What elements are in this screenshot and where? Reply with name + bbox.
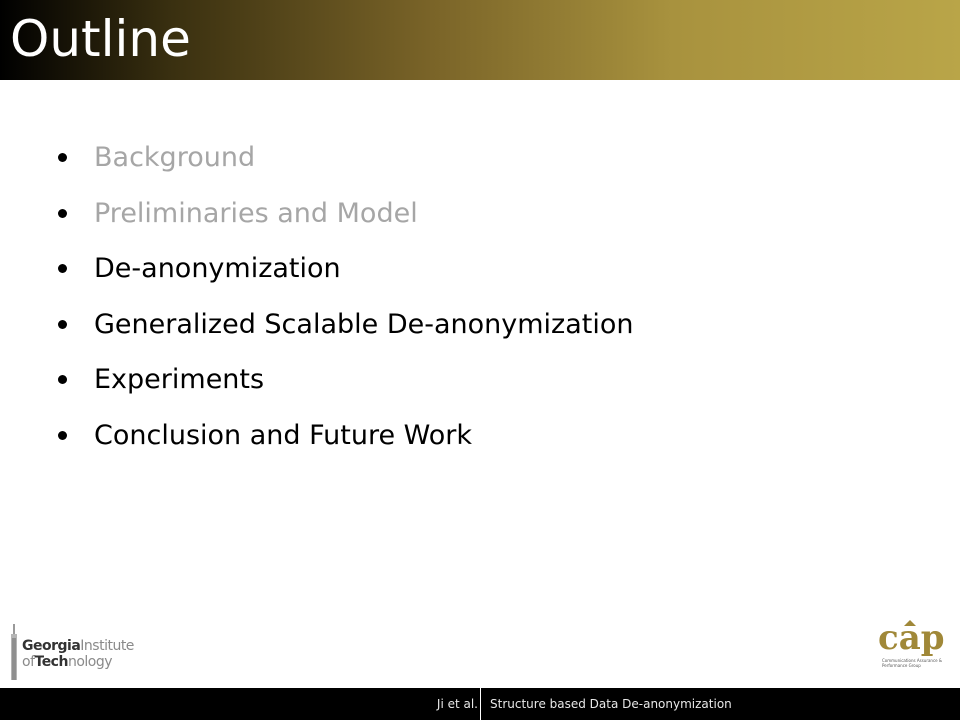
footer-divider: [480, 688, 481, 720]
bullet-icon: [58, 209, 67, 218]
outline-item-label: De-anonymization: [94, 253, 341, 285]
georgia-tech-logo: [8, 624, 158, 680]
cap-tagline: Communications Assurance & Performance Group: [882, 658, 943, 668]
outline-item-preliminaries: [58, 186, 633, 242]
bullet-icon: [58, 375, 67, 384]
slide-title: Outline: [10, 10, 191, 68]
title-bar: [0, 0, 960, 80]
georgia-tech-wordmark-line2: ofTechnology: [22, 654, 113, 670]
outline-item-generalized: [58, 297, 633, 353]
footer-bar: [0, 688, 960, 720]
outline-item-label: Preliminaries and Model: [94, 197, 418, 229]
cap-group-logo: [874, 618, 954, 686]
georgia-tech-wordmark-line1: GeorgiaInstitute: [22, 638, 134, 654]
bullet-icon: [58, 153, 67, 162]
bullet-icon: [58, 431, 67, 440]
bullet-icon: [58, 264, 67, 273]
outline-item-label: Experiments: [94, 364, 265, 396]
footer-talk-title: Structure based Data De-anonymization: [490, 697, 732, 711]
outline-item-label: Conclusion and Future Work: [94, 419, 473, 451]
outline-item-label: Generalized Scalable De-anonymization: [94, 308, 634, 340]
outline-item-label: Background: [94, 142, 256, 174]
outline-item-conclusion: [58, 408, 633, 464]
outline-item-experiments: [58, 352, 633, 408]
bullet-icon: [58, 320, 67, 329]
tech-tower-icon: [10, 624, 18, 680]
outline-list: [58, 130, 633, 463]
outline-item-deanonymization: [58, 241, 633, 297]
footer-author: Ji et al.: [436, 697, 478, 711]
cap-letters: cap: [878, 618, 945, 658]
outline-item-background: [58, 130, 633, 186]
